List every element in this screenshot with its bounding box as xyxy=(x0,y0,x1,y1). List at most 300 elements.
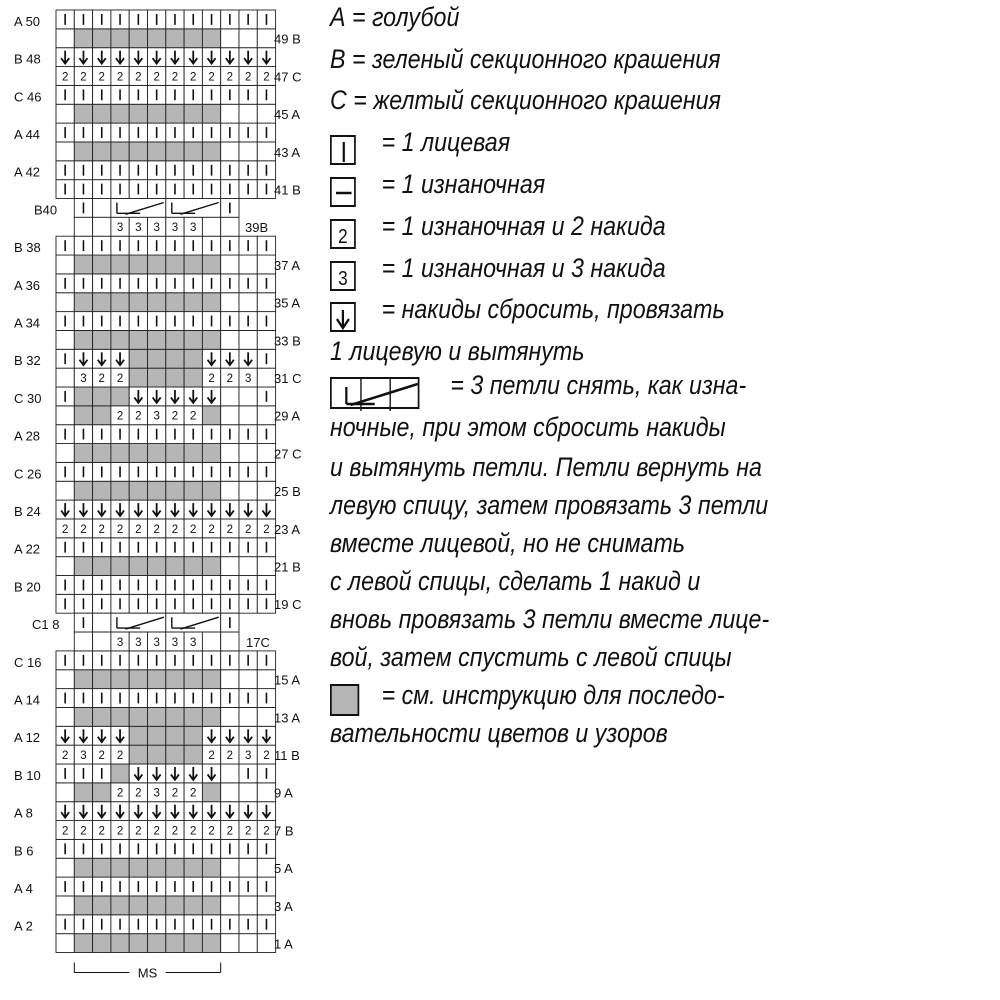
chart-cell xyxy=(148,330,166,349)
left-row-label: B 20 xyxy=(14,579,41,595)
cluster-cell xyxy=(166,613,221,632)
chart-cell xyxy=(239,783,257,802)
chart-cell xyxy=(257,783,275,802)
right-row-label: 13 A xyxy=(274,710,301,726)
chart-cell xyxy=(221,481,239,500)
chart-cell xyxy=(166,293,184,312)
left-row-label: A 12 xyxy=(14,730,41,746)
chart-cell xyxy=(257,481,275,500)
purl-three-yo-mark: 3 xyxy=(153,787,160,800)
purl-two-yo-mark: 2 xyxy=(61,71,69,84)
chart-cell xyxy=(93,613,111,632)
svg-text:2: 2 xyxy=(338,224,348,248)
chart-cell xyxy=(166,255,184,274)
purl-two-yo-mark: 2 xyxy=(135,410,142,423)
right-row-label: 45 A xyxy=(274,107,301,123)
right-row-label: 1 A xyxy=(274,936,293,952)
left-row-label: A 8 xyxy=(14,805,33,821)
purl-three-yo-mark: 3 xyxy=(153,222,160,235)
purl-two-yo-mark: 2 xyxy=(98,523,105,536)
chart-cell xyxy=(56,783,74,802)
cluster-cell xyxy=(111,199,166,218)
chart-cell xyxy=(257,368,275,387)
right-row-label: 9 A xyxy=(274,785,293,801)
chart-cell xyxy=(148,670,166,689)
chart-cell xyxy=(257,934,275,953)
chart-cell xyxy=(257,557,275,576)
chart-cell xyxy=(257,406,275,425)
chart-cell xyxy=(202,481,220,500)
chart-cell xyxy=(93,481,111,500)
legend-drop-text-line2: 1 лицевую и вытянуть xyxy=(330,336,585,366)
chart-cell xyxy=(93,199,111,218)
purl-two-yo-mark: 2 xyxy=(98,71,105,84)
purl-two-yo-mark: 2 xyxy=(263,71,270,84)
purl-two-yo-mark: 2 xyxy=(226,825,234,838)
chart-cell xyxy=(56,330,74,349)
chart-cell xyxy=(74,481,92,500)
chart-cell xyxy=(184,481,202,500)
chart-cell xyxy=(166,858,184,877)
chart-cell xyxy=(148,934,166,953)
legend-purl-three-text: = 1 изнаночная и 3 накида xyxy=(381,253,666,283)
legend-cluster-text-1: = 3 петли снять, как изна- xyxy=(450,370,747,400)
purl-two-yo-mark: 2 xyxy=(263,825,270,838)
purl-two-yo-mark: 2 xyxy=(98,750,105,762)
left-row-label: B 6 xyxy=(14,843,34,859)
chart-cell xyxy=(56,293,74,312)
chart-cell xyxy=(148,896,166,915)
chart-cell xyxy=(93,29,111,48)
purl-three-yo-mark: 3 xyxy=(116,222,124,235)
purl-two-yo-mark: 2 xyxy=(244,523,252,536)
chart-cell xyxy=(148,707,166,726)
legend-grey-text-2: вательности цветов и узоров xyxy=(330,718,668,748)
chart-cell xyxy=(257,293,275,312)
chart-cell xyxy=(111,707,129,726)
purl-two-yo-mark: 2 xyxy=(116,410,124,423)
chart-cell xyxy=(148,444,166,463)
chart-cell xyxy=(74,406,92,425)
chart-cell xyxy=(239,670,257,689)
legend-color-a: А = голубой xyxy=(330,2,460,32)
chart-cell xyxy=(148,142,166,161)
chart-cell xyxy=(148,858,166,877)
chart-cell xyxy=(129,707,147,726)
chart-cell xyxy=(56,104,74,123)
chart-cell xyxy=(111,293,129,312)
left-row-label: C 26 xyxy=(14,466,42,482)
chart-cell xyxy=(111,387,129,406)
chart-cell xyxy=(74,896,92,915)
chart-cell xyxy=(129,934,147,953)
chart-cell xyxy=(239,104,257,123)
chart-cell xyxy=(202,632,220,651)
purl-two-yo-symbol-icon xyxy=(330,219,356,249)
chart-cell xyxy=(93,858,111,877)
chart-cell xyxy=(184,104,202,123)
chart-cell xyxy=(93,104,111,123)
purl-three-yo-mark: 3 xyxy=(135,636,142,649)
purl-two-yo-mark: 2 xyxy=(171,825,179,838)
special-row-label-18: C1 8 xyxy=(32,617,60,633)
chart-cell xyxy=(148,726,166,745)
chart-cell xyxy=(74,632,92,651)
chart-cell xyxy=(166,745,184,764)
chart-cell xyxy=(166,349,184,368)
purl-two-yo-mark: 2 xyxy=(153,523,160,536)
chart-cell xyxy=(148,349,166,368)
right-row-label: 3 A xyxy=(274,898,293,914)
chart-cell xyxy=(74,707,92,726)
right-row-label: 5 A xyxy=(274,861,293,877)
chart-cell xyxy=(56,670,74,689)
purl-two-yo-mark: 2 xyxy=(171,787,179,800)
chart-cell xyxy=(239,330,257,349)
cluster-cell xyxy=(111,613,166,632)
purl-two-yo-mark: 2 xyxy=(263,523,270,536)
chart-cell xyxy=(93,444,111,463)
chart-cell xyxy=(184,707,202,726)
cluster-cell xyxy=(166,199,221,218)
chart-cell xyxy=(221,896,239,915)
left-row-label: B 48 xyxy=(14,51,41,67)
three-stitch-cluster-symbol-icon xyxy=(330,377,419,409)
purl-two-yo-mark: 2 xyxy=(135,787,142,800)
purl-two-yo-mark: 2 xyxy=(61,825,69,838)
left-row-label: B 38 xyxy=(14,240,41,256)
purl-two-yo-mark: 2 xyxy=(135,523,142,536)
left-row-label: A 34 xyxy=(14,315,41,331)
chart-cell xyxy=(184,255,202,274)
purl-two-yo-mark: 2 xyxy=(226,71,234,84)
chart-cell xyxy=(56,896,74,915)
left-row-label: B 10 xyxy=(14,767,41,783)
chart-cell xyxy=(184,444,202,463)
chart-cell xyxy=(93,707,111,726)
chart-cell xyxy=(93,330,111,349)
chart-cell xyxy=(184,293,202,312)
chart-cell xyxy=(239,406,257,425)
chart-cell xyxy=(129,896,147,915)
chart-cell xyxy=(111,557,129,576)
left-row-label: A 50 xyxy=(14,13,41,29)
legend-grey-text-1: = см. инструкцию для последо- xyxy=(381,680,725,710)
right-row-label: 15 A xyxy=(274,672,301,688)
chart-cell xyxy=(257,858,275,877)
purl-two-yo-mark: 2 xyxy=(263,750,270,762)
right-row-label: 27 C xyxy=(274,446,302,462)
chart-cell xyxy=(239,707,257,726)
legend-purl-two-text: = 1 изнаночная и 2 накида xyxy=(381,211,666,241)
purl-two-yo-mark: 2 xyxy=(226,373,234,385)
chart-cell xyxy=(221,632,239,651)
chart-cell xyxy=(184,557,202,576)
chart-cell xyxy=(239,444,257,463)
purl-two-yo-mark: 2 xyxy=(171,523,179,536)
chart-cell xyxy=(166,104,184,123)
purl-two-yo-mark: 2 xyxy=(80,523,87,536)
chart-cell xyxy=(56,444,74,463)
chart-cell xyxy=(148,293,166,312)
chart-cell xyxy=(111,764,129,783)
purl-two-yo-mark: 2 xyxy=(226,750,234,762)
chart-cell xyxy=(93,783,111,802)
chart-cell xyxy=(221,557,239,576)
right-row-label: 43 A xyxy=(274,144,301,160)
chart-cell xyxy=(74,858,92,877)
chart-cell xyxy=(129,29,147,48)
purl-two-yo-mark: 2 xyxy=(244,71,252,84)
legend-cluster-text-8: вой, затем спустить с левой спицы xyxy=(330,642,732,672)
chart-cell xyxy=(184,896,202,915)
chart-cell xyxy=(221,255,239,274)
chart-cell xyxy=(93,255,111,274)
left-row-label: A 2 xyxy=(14,918,33,934)
chart-cell xyxy=(74,29,92,48)
legend-drop-text: = накиды сбросить, провязать xyxy=(381,294,725,324)
chart-cell xyxy=(184,934,202,953)
chart-cell xyxy=(221,104,239,123)
purl-two-yo-mark: 2 xyxy=(98,373,105,385)
drop-yo-symbol-icon xyxy=(330,302,356,332)
purl-three-yo-mark: 3 xyxy=(153,410,160,423)
chart-cell xyxy=(257,896,275,915)
purl-two-yo-mark: 2 xyxy=(116,373,124,385)
legend-cluster-text-2: ночные, при этом сбросить накиды xyxy=(330,412,726,442)
legend-cluster-text-4: левую спицу, затем провязать 3 петли xyxy=(330,490,769,520)
right-row-label: 25 B xyxy=(274,484,301,500)
purl-two-yo-mark: 2 xyxy=(61,523,69,536)
purl-three-yo-mark: 3 xyxy=(244,373,252,385)
chart-cell xyxy=(257,142,275,161)
left-row-label: A 14 xyxy=(14,692,41,708)
chart-cell xyxy=(111,896,129,915)
chart-cell xyxy=(221,406,239,425)
left-row-label: A 44 xyxy=(14,126,41,142)
chart-cell xyxy=(74,387,92,406)
purl-symbol-icon xyxy=(330,177,356,207)
chart-cell xyxy=(74,104,92,123)
legend-color-b: В = зеленый секционного крашения xyxy=(330,44,721,74)
legend-cluster-text-7: вновь провязать 3 петли вместе лице- xyxy=(330,604,770,634)
left-row-label: A 4 xyxy=(14,880,33,896)
chart-cell xyxy=(184,29,202,48)
chart-cell xyxy=(148,481,166,500)
chart-cell xyxy=(221,783,239,802)
chart-cell xyxy=(202,142,220,161)
chart-cell xyxy=(74,255,92,274)
legend-cluster-text-3: и вытянуть петли. Петли вернуть на xyxy=(330,452,762,482)
chart-cell xyxy=(129,481,147,500)
chart-cell xyxy=(56,934,74,953)
knitting-chart xyxy=(0,0,320,1000)
chart-cell xyxy=(239,142,257,161)
chart-cell xyxy=(257,670,275,689)
purl-two-yo-mark: 2 xyxy=(208,825,215,838)
chart-cell xyxy=(74,670,92,689)
legend-color-c: С = желтый секционного крашения xyxy=(330,85,721,115)
special-row-label-40: B40 xyxy=(34,202,58,218)
chart-cell xyxy=(129,368,147,387)
purl-two-yo-mark: 2 xyxy=(190,825,197,838)
left-row-label: B 32 xyxy=(14,353,41,369)
purl-two-yo-mark: 2 xyxy=(116,523,124,536)
chart-cell xyxy=(129,104,147,123)
chart-cell xyxy=(111,330,129,349)
right-row-label: 7 B xyxy=(274,823,294,839)
purl-two-yo-mark: 2 xyxy=(190,787,197,800)
chart-cell xyxy=(93,632,111,651)
chart-cell xyxy=(166,670,184,689)
chart-cell xyxy=(221,217,239,236)
purl-three-yo-mark: 3 xyxy=(153,636,160,649)
chart-cell xyxy=(93,142,111,161)
svg-text:3: 3 xyxy=(338,266,348,290)
color-sequence-symbol-icon xyxy=(330,684,359,716)
chart-cell xyxy=(202,104,220,123)
purl-two-yo-mark: 2 xyxy=(98,825,105,838)
chart-cell xyxy=(74,444,92,463)
chart-cell xyxy=(202,557,220,576)
chart-cell xyxy=(221,444,239,463)
chart-cell xyxy=(239,255,257,274)
chart-cell xyxy=(257,330,275,349)
chart-cell xyxy=(184,349,202,368)
chart-cell xyxy=(202,783,220,802)
chart-cell xyxy=(129,142,147,161)
purl-two-yo-mark: 2 xyxy=(171,410,179,423)
purl-three-yo-mark: 3 xyxy=(171,636,179,649)
chart-cell xyxy=(166,481,184,500)
purl-two-yo-mark: 2 xyxy=(61,750,69,762)
purl-three-yo-mark: 3 xyxy=(171,222,179,235)
purl-two-yo-mark: 2 xyxy=(116,787,124,800)
chart-cell xyxy=(239,293,257,312)
right-row-label: 21 B xyxy=(274,559,301,575)
chart-cell xyxy=(93,896,111,915)
chart-cell xyxy=(239,896,257,915)
chart-cell xyxy=(166,142,184,161)
purl-two-yo-mark: 2 xyxy=(80,71,87,84)
purl-three-yo-mark: 3 xyxy=(135,222,142,235)
purl-two-yo-mark: 2 xyxy=(244,825,252,838)
chart-cell xyxy=(56,481,74,500)
chart-cell xyxy=(257,104,275,123)
chart-cell xyxy=(111,858,129,877)
chart-cell xyxy=(129,557,147,576)
chart-cell xyxy=(148,368,166,387)
chart-cell xyxy=(221,142,239,161)
chart-cell xyxy=(166,444,184,463)
purl-three-yo-symbol-icon xyxy=(330,261,356,291)
chart-cell xyxy=(202,406,220,425)
chart-cell xyxy=(111,934,129,953)
chart-cell xyxy=(184,745,202,764)
chart-cell xyxy=(129,349,147,368)
chart-cell xyxy=(202,293,220,312)
chart-cell xyxy=(166,368,184,387)
chart-cell xyxy=(166,330,184,349)
purl-two-yo-mark: 2 xyxy=(226,523,234,536)
ms-label: MS xyxy=(137,965,158,981)
chart-cell xyxy=(56,406,74,425)
chart-cell xyxy=(56,707,74,726)
right-row-label: 19 C xyxy=(274,597,302,613)
legend-cluster-text-5: вместе лицевой, но не снимать xyxy=(330,528,686,558)
purl-two-yo-mark: 2 xyxy=(135,71,142,84)
purl-three-yo-mark: 3 xyxy=(190,222,197,235)
chart-cell xyxy=(129,293,147,312)
purl-two-yo-mark: 2 xyxy=(135,825,142,838)
chart-cell xyxy=(129,726,147,745)
legend-purl-text: = 1 изнаночная xyxy=(381,169,546,199)
purl-two-yo-mark: 2 xyxy=(116,825,124,838)
purl-two-yo-mark: 2 xyxy=(116,71,124,84)
chart-cell xyxy=(93,217,111,236)
chart-cell xyxy=(74,557,92,576)
chart-cell xyxy=(202,255,220,274)
chart-cell xyxy=(93,557,111,576)
left-row-label: A 36 xyxy=(14,277,41,293)
chart-cell xyxy=(111,142,129,161)
chart-cell xyxy=(202,217,220,236)
chart-cell xyxy=(74,293,92,312)
chart-cell xyxy=(257,444,275,463)
purl-three-yo-mark: 3 xyxy=(244,750,252,762)
chart-cell xyxy=(129,444,147,463)
chart-cell xyxy=(93,387,111,406)
right-row-label: 29 A xyxy=(274,408,301,424)
chart-cell xyxy=(202,934,220,953)
chart-cell xyxy=(221,293,239,312)
right-row-label: 49 B xyxy=(274,31,301,47)
chart-cell xyxy=(221,387,239,406)
chart-cell xyxy=(257,707,275,726)
chart-cell xyxy=(202,444,220,463)
chart-cell xyxy=(184,142,202,161)
right-row-label: 41 B xyxy=(274,182,301,198)
right-row-label: 33 B xyxy=(274,333,301,349)
left-row-label: C 46 xyxy=(14,89,42,105)
purl-two-yo-mark: 2 xyxy=(208,71,215,84)
chart-cell xyxy=(221,934,239,953)
chart-cell xyxy=(93,934,111,953)
chart-cell xyxy=(111,670,129,689)
right-row-label: 35 A xyxy=(274,295,301,311)
chart-cell xyxy=(239,858,257,877)
chart-cell xyxy=(184,368,202,387)
chart-cell xyxy=(202,707,220,726)
chart-cell xyxy=(202,29,220,48)
chart-cell xyxy=(239,557,257,576)
chart-cell xyxy=(74,330,92,349)
chart-cell xyxy=(202,330,220,349)
chart-cell xyxy=(221,670,239,689)
left-row-label: A 42 xyxy=(14,164,41,180)
chart-cell xyxy=(93,670,111,689)
chart-cell xyxy=(184,670,202,689)
chart-cell xyxy=(111,255,129,274)
right-row-label: 31 C xyxy=(274,371,302,386)
purl-two-yo-mark: 2 xyxy=(80,825,87,838)
purl-two-yo-mark: 2 xyxy=(153,825,160,838)
chart-cell xyxy=(148,255,166,274)
chart-cell xyxy=(239,934,257,953)
chart-cell xyxy=(148,29,166,48)
chart-cell xyxy=(221,707,239,726)
chart-cell xyxy=(129,330,147,349)
